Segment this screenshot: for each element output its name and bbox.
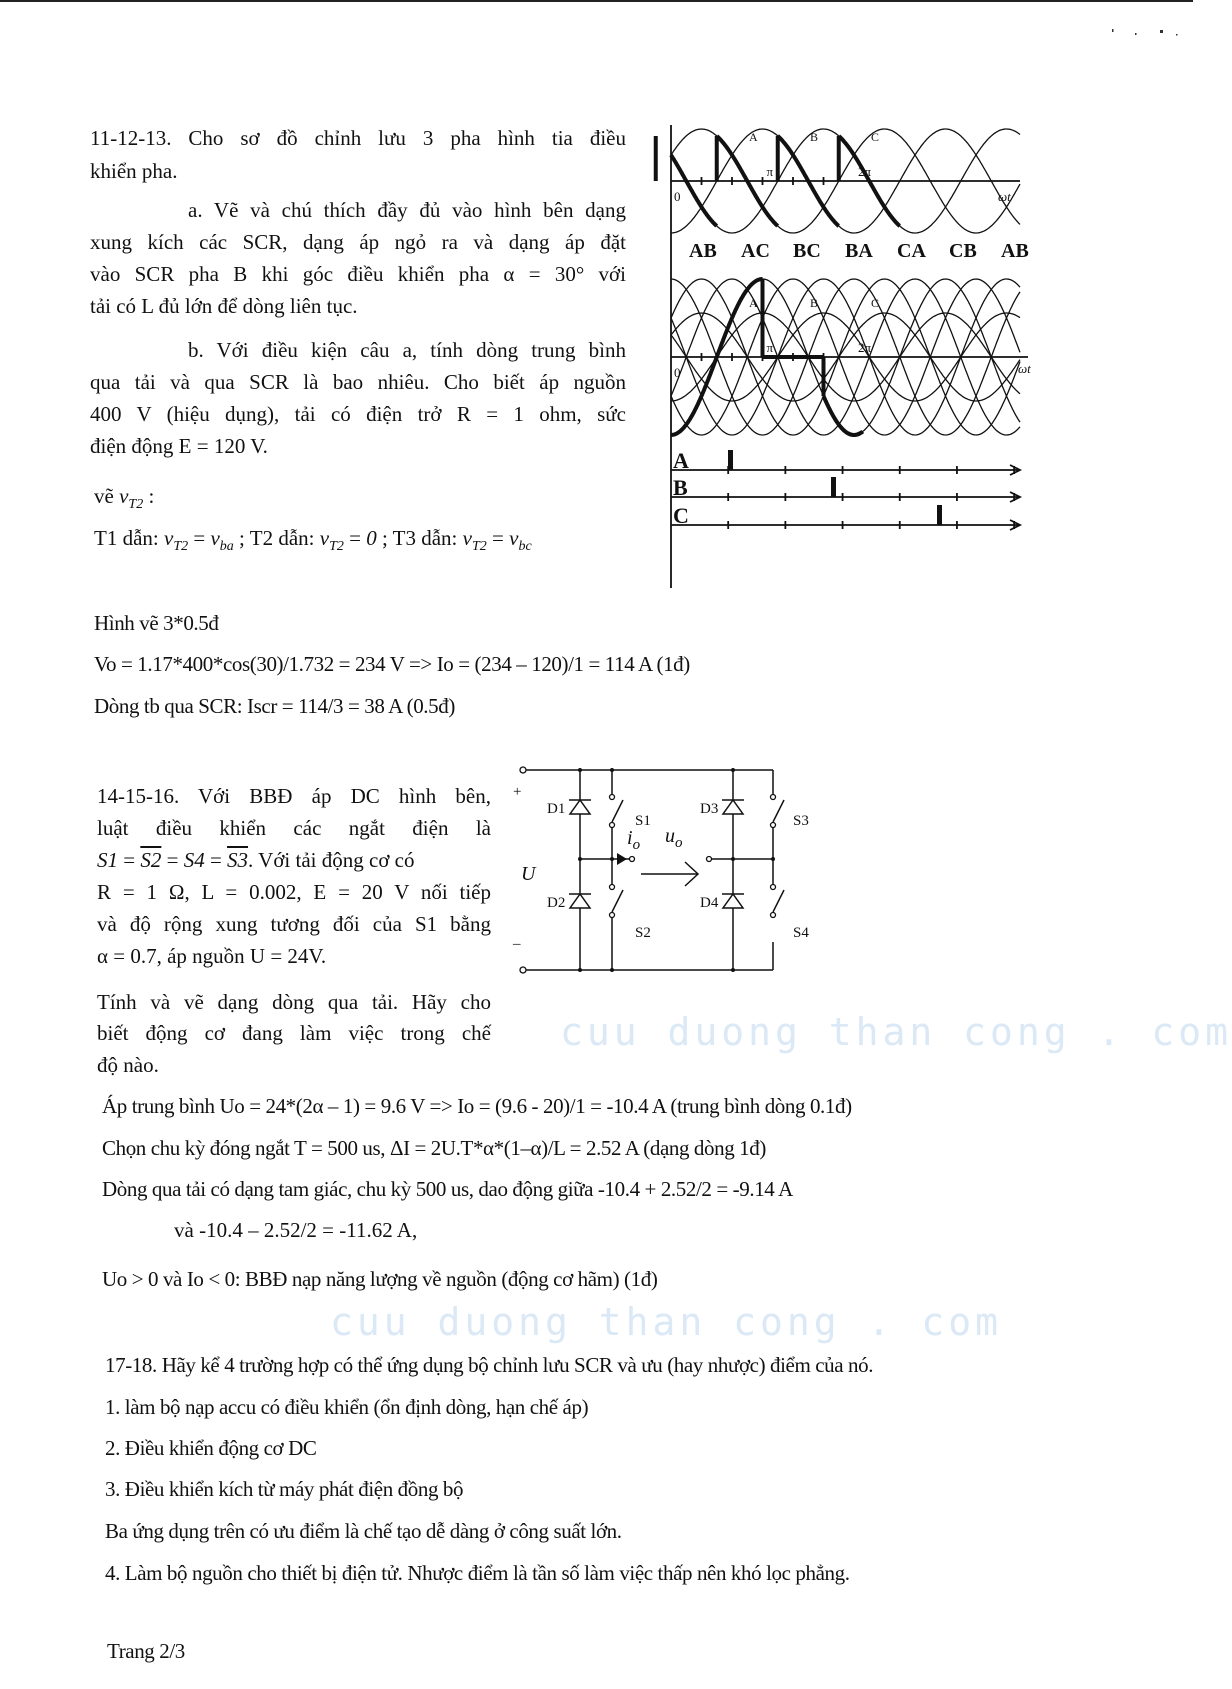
label-io xyxy=(627,827,641,853)
axis-pi-label-2: π xyxy=(766,340,774,355)
ve-label: vẽ xyxy=(94,484,120,508)
vt2-symbol: v xyxy=(163,526,174,550)
q1-b-line4: điện động E = 120 V. xyxy=(90,434,268,458)
equals: = xyxy=(161,848,184,872)
plus-label: + xyxy=(513,784,522,800)
rectifier-waveform-figure xyxy=(665,125,1085,590)
uo-subscript: o xyxy=(675,835,683,851)
t3-label: ; T3 dẫn: xyxy=(376,526,463,550)
pulse-row-label-C: C xyxy=(673,503,689,528)
axis-pi-label: π xyxy=(766,164,774,179)
q1-a-line1: a. Vẽ và chú thích đầy đủ vào hình bên dạng xyxy=(188,198,626,222)
vt2-symbol: v xyxy=(119,484,129,508)
line-voltage-label: BA xyxy=(845,240,873,262)
zero-value: 0 xyxy=(366,526,377,550)
scan-specks xyxy=(1110,28,1180,38)
equals: = xyxy=(118,848,141,872)
q1-calc-iscr: Dòng tb qua SCR: Iscr = 114/3 = 38 A (0.5đ) xyxy=(94,694,455,718)
q1-title-line1: 11-12-13. Cho sơ đồ chỉnh lưu 3 pha hình tia điều xyxy=(90,126,626,150)
q2-answer-2: Chọn chu kỳ đóng ngắt T = 500 us, ΔI = 2U.T*α*(1–α)/L = 2.52 A (dạng dòng 1đ) xyxy=(102,1136,766,1160)
label-d4: D4 xyxy=(700,895,719,911)
dc-chopper-circuit xyxy=(515,760,825,980)
label-s1: S1 xyxy=(635,813,651,829)
q1-score-figure: Hình vẽ 3*0.5đ xyxy=(94,611,219,635)
label-d2: D2 xyxy=(547,895,566,911)
equals: = xyxy=(188,526,211,550)
line-voltage-label: AB xyxy=(689,240,717,262)
q1-calc-vo: Vo = 1.17*400*cos(30)/1.732 = 234 V => Io = (234 – 120)/1 = 114 A (1đ) xyxy=(94,652,690,676)
phase-label-top: A xyxy=(749,130,758,144)
line-voltage-label: AC xyxy=(741,240,770,262)
q3-item-2: 2. Điều khiển động cơ DC xyxy=(105,1436,317,1460)
axis-2pi-label-2: 2π xyxy=(858,340,872,355)
q1-title-line2: khiển pha. xyxy=(90,159,178,183)
watermark: cuu duong than cong . com xyxy=(560,1010,1232,1054)
gate-pulse-B xyxy=(831,477,836,497)
equals: = xyxy=(204,848,228,872)
q2-answer-3: Dòng qua tải có dạng tam giác, chu kỳ 500 us, dao động giữa -10.4 + 2.52/2 = -9.14 A xyxy=(102,1177,793,1201)
ve-colon: : xyxy=(143,484,155,508)
label-s2: S2 xyxy=(635,925,651,941)
watermark: cuu duong than cong . com xyxy=(330,1300,1002,1344)
q1-b-line1: b. Với điều kiện câu a, tính dòng trung bình xyxy=(188,338,626,362)
q2-line2: luật điều khiển các ngắt điện là xyxy=(97,816,491,840)
label-s4: S4 xyxy=(793,925,809,941)
vt2-symbol: v xyxy=(319,526,330,550)
gate-pulse-A xyxy=(728,450,733,470)
q2-line3-tail: . Với tải động cơ có xyxy=(248,848,415,872)
q1-conduction-rules xyxy=(94,522,532,563)
phase-label-mid: C xyxy=(871,296,880,310)
uo-symbol: u xyxy=(665,825,675,847)
axis-wt-label: ωt xyxy=(998,189,1011,204)
q1-a-line4: tải có L đủ lớn để dòng liên tục. xyxy=(90,294,358,318)
t1-label: T1 dẫn: xyxy=(94,526,164,550)
q3-item-4: 4. Làm bộ nguồn cho thiết bị điện tử. Nhược điểm là tần số làm việc thấp nên khó lọc phẳng. xyxy=(105,1561,850,1585)
equals: = xyxy=(343,526,367,550)
q2-answer-4: và -10.4 – 2.52/2 = -11.62 A, xyxy=(174,1218,418,1242)
vt2-subscript: T2 xyxy=(471,539,487,555)
phase-label-top: C xyxy=(871,130,880,144)
phase-label-mid: A xyxy=(749,296,758,310)
line-voltage-label: CA xyxy=(897,240,926,262)
pulse-row-label-B: B xyxy=(673,475,688,500)
q3-note: Ba ứng dụng trên có ưu điểm là chế tạo dễ dàng ở công suất lớn. xyxy=(105,1519,622,1543)
page-footer: Trang 2/3 xyxy=(107,1639,185,1663)
line-voltage-label: BC xyxy=(793,240,821,262)
vba-subscript: ba xyxy=(219,539,234,555)
io-subscript: o xyxy=(632,837,641,853)
q2-line3 xyxy=(97,844,415,876)
q2-answer-1: Áp trung bình Uo = 24*(2α – 1) = 9.6 V => Io = (9.6 - 20)/1 = -10.4 A (trung bình dòng 0.1đ) xyxy=(102,1094,852,1118)
s2-bar-symbol: S2 xyxy=(140,848,162,872)
phase-label-mid: B xyxy=(810,296,819,310)
q2-line8: biết động cơ đang làm việc trong chế xyxy=(97,1021,491,1045)
q2-answer-5: Uo > 0 và Io < 0: BBĐ nạp năng lượng về nguồn (động cơ hãm) (1đ) xyxy=(102,1267,658,1291)
q3-item-1: 1. làm bộ nạp accu có điều khiển (ổn định dòng, hạn chế áp) xyxy=(105,1395,589,1419)
phase-label-top: B xyxy=(810,130,819,144)
vbc-symbol: v xyxy=(509,526,519,550)
q1-a-line3: vào SCR pha B khi góc điều khiển pha α = 30° với xyxy=(90,262,626,286)
axis-zero-label-2: 0 xyxy=(674,365,681,380)
label-d3: D3 xyxy=(700,801,719,817)
s3-bar-symbol: S3 xyxy=(227,848,249,872)
axis-wt-label-2: ωt xyxy=(1018,361,1031,376)
q2-line7: Tính và vẽ dạng dòng qua tải. Hãy cho xyxy=(97,990,491,1014)
q1-ve-vt2 xyxy=(94,480,154,521)
line-voltage-label: CB xyxy=(949,240,977,262)
line-voltage-label: AB xyxy=(1001,240,1029,262)
io-symbol: i xyxy=(627,827,633,849)
t2-label: ; T2 dẫn: xyxy=(233,526,320,550)
q1-b-line3: 400 V (hiệu dụng), tải có điện trở R = 1 ohm, sức xyxy=(90,402,626,426)
gate-pulse-C xyxy=(937,505,942,525)
q3-item-3: 3. Điều khiển kích từ máy phát điện đồng bộ xyxy=(105,1477,464,1501)
label-u: U xyxy=(521,863,536,885)
q2-line9: độ nào. xyxy=(97,1053,159,1077)
pulse-row-label-A: A xyxy=(673,448,689,473)
vbc-subscript: bc xyxy=(518,539,532,555)
vt2-subscript: T2 xyxy=(128,497,144,513)
vt2-symbol: v xyxy=(462,526,472,550)
vba-symbol: v xyxy=(210,526,220,550)
label-d1: D1 xyxy=(547,801,566,817)
vt2-subscript: T2 xyxy=(329,539,344,555)
label-uo xyxy=(665,825,683,851)
s1-symbol: S1 xyxy=(97,848,118,872)
equals: = xyxy=(486,526,510,550)
q3-title: 17-18. Hãy kể 4 trường hợp có thể ứng dụng bộ chỉnh lưu SCR và ưu (hay nhược) điểm của nó. xyxy=(105,1353,874,1377)
axis-zero-label: 0 xyxy=(674,189,681,204)
q1-b-line2: qua tải và qua SCR là bao nhiêu. Cho biết áp nguồn xyxy=(90,370,626,394)
axis-2pi-label: 2π xyxy=(858,164,872,179)
minus-label: – xyxy=(513,936,521,952)
page-top-border xyxy=(0,0,1193,2)
q2-line1: 14-15-16. Với BBĐ áp DC hình bên, xyxy=(97,784,491,808)
s4-symbol: S4 xyxy=(183,848,205,872)
label-s3: S3 xyxy=(793,813,809,829)
q2-line5: và độ rộng xung tương đối của S1 bằng xyxy=(97,912,491,936)
q2-line6: α = 0.7, áp nguồn U = 24V. xyxy=(97,944,327,968)
q2-line4: R = 1 Ω, L = 0.002, E = 20 V nối tiếp xyxy=(97,880,491,904)
q1-a-line2: xung kích các SCR, dạng áp ngỏ ra và dạng áp đặt xyxy=(90,230,626,254)
vt2-subscript: T2 xyxy=(173,539,189,555)
